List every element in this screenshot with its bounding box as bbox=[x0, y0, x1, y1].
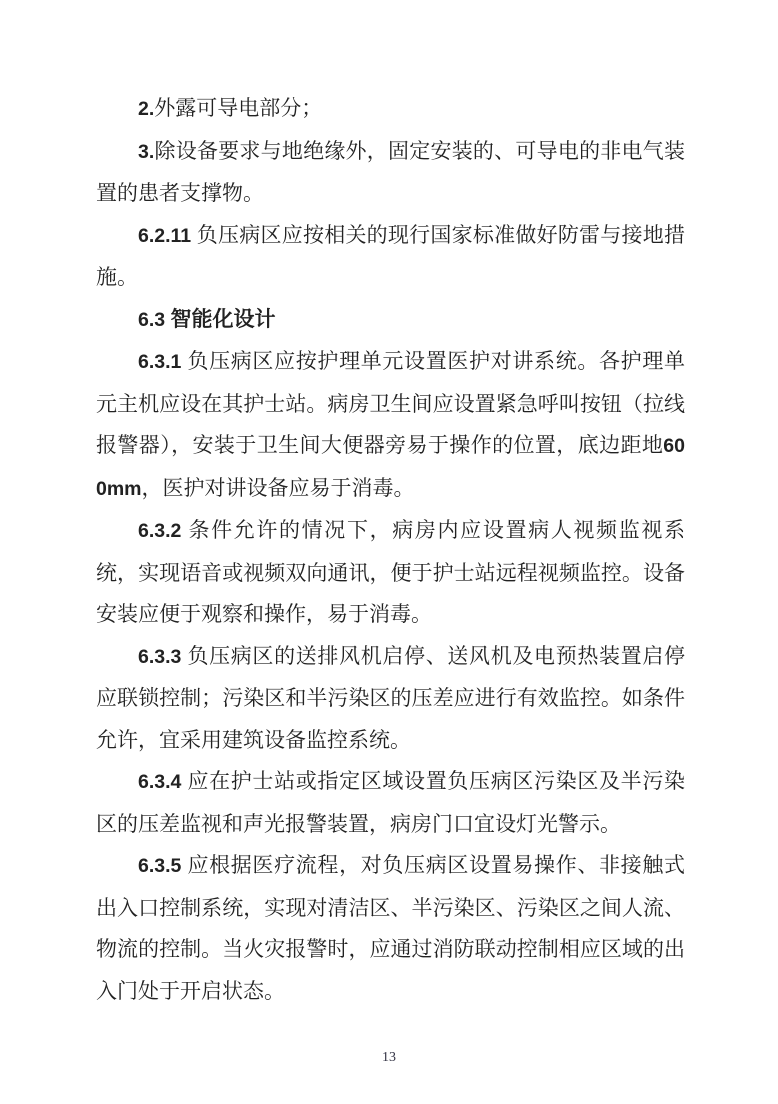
clause-6-3-4 bbox=[96, 761, 685, 845]
clause-number: 6.3.1 bbox=[138, 351, 188, 373]
clause-2 bbox=[96, 88, 685, 131]
page-footer bbox=[0, 1048, 778, 1066]
clause-text: ，医护对讲设备应易于消毒。 bbox=[141, 475, 415, 500]
heading-text: 智能化设计 bbox=[170, 306, 276, 331]
clause-number: 6.2.11 bbox=[138, 224, 197, 247]
clause-text: 负压病区的送排风机启停、送风机及电预热装置启停应联锁控制；污染区和半污染区的压差应进行有效监控。如条件允许，宜采用建筑设备监控系统。 bbox=[96, 643, 685, 752]
page-number: 13 bbox=[382, 1050, 396, 1065]
clause-number: 6.3.2 bbox=[138, 520, 189, 542]
clause-text: 应根据医疗流程，对负压病区设置易操作、非接触式出入口控制系统，实现对清洁区、半污染区、污染区之间人流、物流的控制。当火灾报警时，应通过消防联动控制相应区域的出入门处于开启状态。 bbox=[96, 853, 685, 1003]
clause-number: 6.3.5 bbox=[138, 855, 188, 877]
clause-number: 3. bbox=[138, 140, 155, 163]
clause-number: 6.3.4 bbox=[138, 771, 188, 793]
clause-text: 负压病区应按相关的现行国家标准做好防雷与接地措施。 bbox=[96, 222, 685, 289]
clause-text: 应在护士站或指定区域设置负压病区污染区及半污染区的压差监视和声光报警装置，病房门口宜设灯光警示。 bbox=[96, 769, 685, 836]
heading-number: 6.3 bbox=[138, 308, 171, 331]
clause-text: 条件允许的情况下，病房内应设置病人视频监视系统，实现语音或视频双向通讯，便于护士站远程视频监控。设备安装应便于观察和操作，易于消毒。 bbox=[96, 518, 685, 626]
clause-6-3-2 bbox=[96, 510, 685, 636]
clause-text: 除设备要求与地绝缘外，固定安装的、可导电的非电气装置的患者支撑物。 bbox=[96, 138, 685, 205]
clause-text: 负压病区应按护理单元设置医护对讲系统。各护理单元主机应设在其护士站。病房卫生间应设置紧急呼叫按钮（拉线报警器），安装于卫生间大便器旁易于操作的位置，底边距地 bbox=[96, 349, 685, 457]
clause-6-3-3 bbox=[96, 636, 685, 762]
clause-3 bbox=[96, 131, 685, 215]
clause-number: 2. bbox=[138, 98, 155, 120]
clause-6-2-11 bbox=[96, 215, 685, 299]
measurement-value: 600mm bbox=[96, 435, 685, 500]
clause-6-3-5 bbox=[96, 845, 685, 1012]
clause-number: 6.3.3 bbox=[138, 645, 188, 668]
section-heading-6-3 bbox=[96, 299, 685, 342]
clause-text: 外露可导电部分； bbox=[154, 96, 323, 120]
clause-6-3-1 bbox=[96, 341, 685, 510]
